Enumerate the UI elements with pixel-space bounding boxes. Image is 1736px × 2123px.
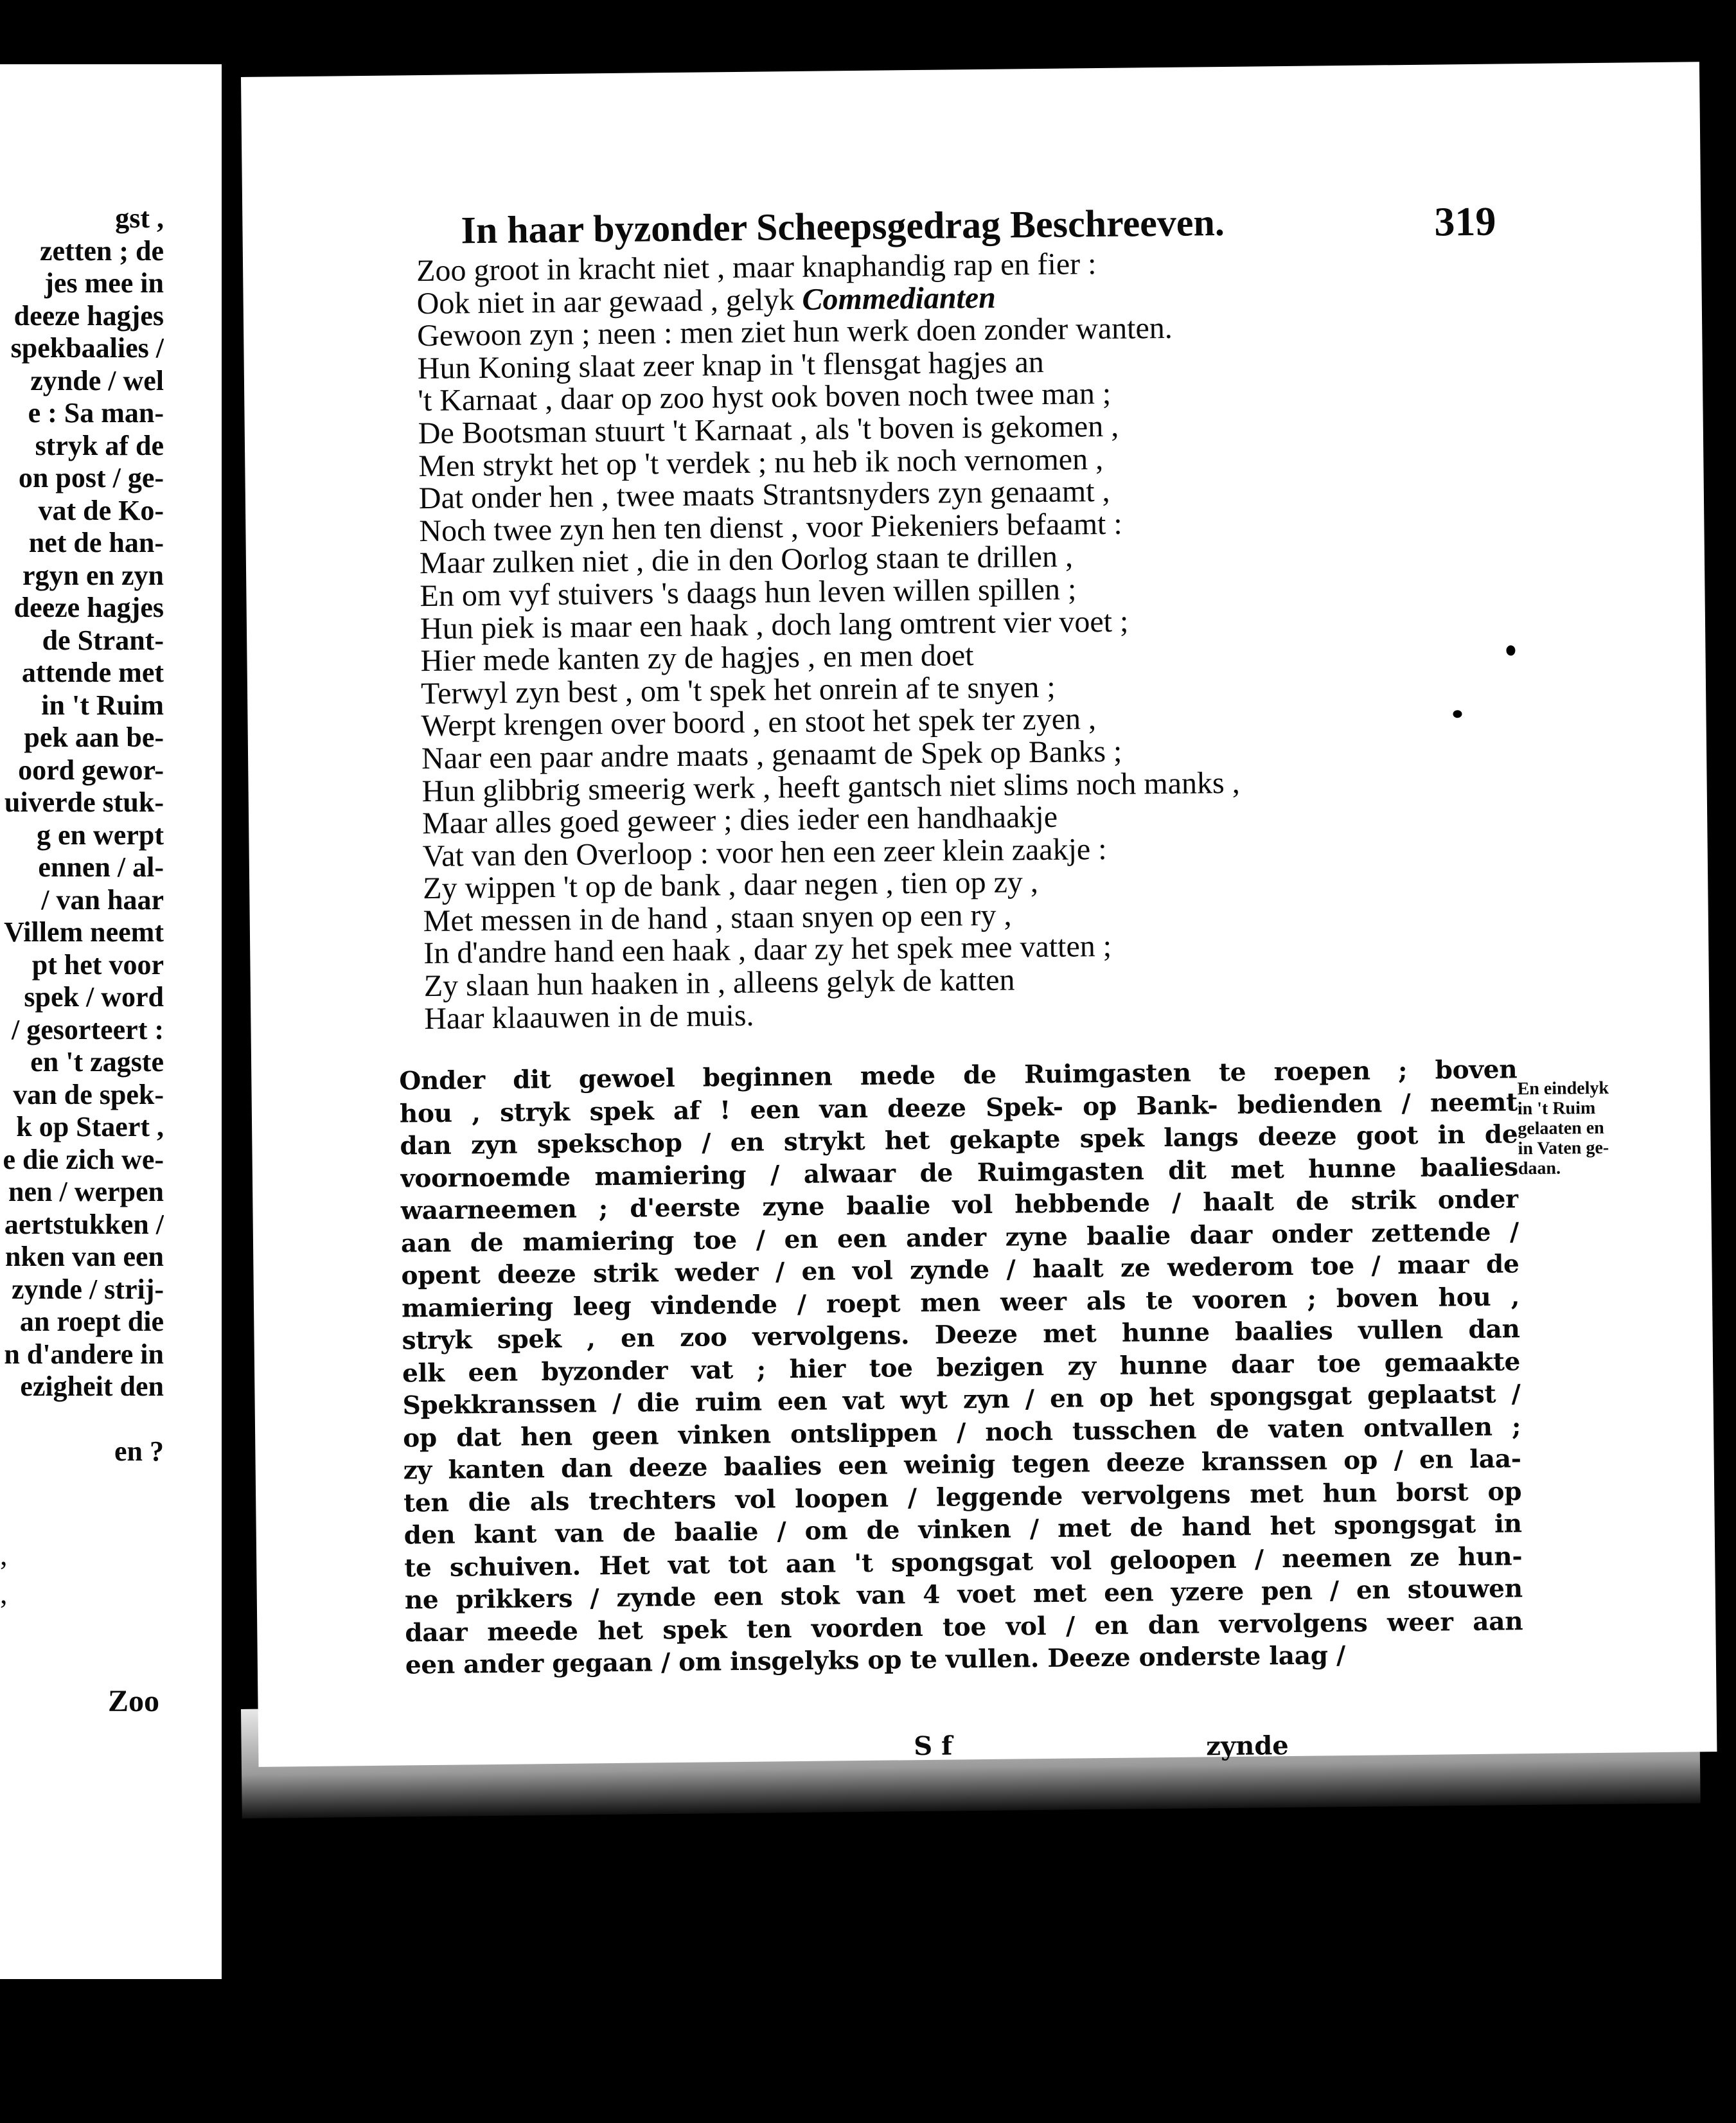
- previous-page-line: zynde / strij-: [11, 1273, 164, 1305]
- previous-page-line: attende met: [21, 657, 164, 688]
- previous-page-line: uiverde stuk-: [4, 786, 164, 818]
- previous-page-line: net de han-: [28, 527, 164, 558]
- prose-line: ne prikkers / zynde een stok van 4 voet met een yzere pen / en stouwen: [404, 1574, 1523, 1615]
- previous-page-line: ezigheit den: [20, 1371, 164, 1402]
- previous-page-line: an roept die: [19, 1306, 164, 1337]
- previous-page-line: / van haar: [41, 884, 164, 916]
- previous-page-line: nken van een: [5, 1241, 164, 1272]
- catchword: zynde: [1206, 1730, 1289, 1762]
- marginal-note-line: gelaaten en: [1518, 1117, 1604, 1139]
- verse-line: En om vyf stuivers 's daags hun leven willen spillen ;: [420, 572, 1077, 614]
- previous-page-line: de Strant-: [42, 624, 164, 656]
- prose-line: Spekkranssen / die ruim een vat wyt zyn / en op het spongsgat geplaatst /: [402, 1379, 1521, 1421]
- prose-line: voornoemde mamiering / alwaar de Ruimgasten dit met hunne baalies: [400, 1151, 1519, 1193]
- marginal-note-line: in 't Ruim: [1517, 1098, 1596, 1119]
- previous-page-line: / gesorteert :: [12, 1013, 164, 1045]
- verse-line: Zoo groot in kracht niet , maar knaphandig rap en fier :: [416, 247, 1097, 289]
- previous-page-line: stryk af de: [35, 429, 164, 461]
- previous-page-line: aertstukken /: [4, 1208, 164, 1240]
- prose-paragraph: [399, 1053, 1523, 1682]
- prose-line: mamiering leeg vindende / roept men weer als te vooren ; boven hou ,: [401, 1281, 1520, 1323]
- previous-page-line: spek / word: [24, 981, 164, 1013]
- prose-line: aan de mamiering toe / en een ander zyne baalie daar onder zettende /: [400, 1216, 1519, 1258]
- verse-line: 't Karnaat , daar op zoo hyst ook boven noch twee man ;: [418, 377, 1112, 418]
- verse-line: Men strykt het op 't verdek ; nu heb ik noch vernomen ,: [418, 441, 1104, 483]
- previous-page-line: [0, 1403, 164, 1436]
- signature-mark: S f: [914, 1730, 953, 1762]
- prose-line: te schuiven. Het vat tot aan 't spongsgat vol geloopen / neemen ze hun-: [404, 1541, 1523, 1583]
- previous-page-line: e die zich we-: [3, 1143, 164, 1175]
- verse-line: Zy slaan hun haaken in , alleens gelyk de katten: [423, 963, 1015, 1004]
- prose-line: waarneemen ; d'eerste zyne baalie vol hebbende / haalt de strik onder: [400, 1184, 1519, 1226]
- previous-page-line: pt het voor: [31, 948, 164, 981]
- previous-page-line: nen / werpen: [8, 1176, 164, 1207]
- prose-line: Onder dit gewoel beginnen mede de Ruimgasten te roepen ; boven: [399, 1054, 1518, 1096]
- page-number: 319: [1434, 198, 1496, 245]
- previous-page-line: pek aan be-: [24, 722, 164, 753]
- previous-page-line: van de spek-: [13, 1078, 164, 1110]
- prose-line: stryk spek , en zoo vervolgens. Deeze met hunne baalies vullen dan: [402, 1314, 1520, 1356]
- verse-line: In d'andre hand een haak , daar zy het spek mee vatten ;: [423, 929, 1112, 971]
- previous-page-fragment: [0, 64, 226, 1979]
- previous-page-line: e : Sa man-: [28, 397, 164, 429]
- previous-page-line: in 't Ruim: [41, 689, 164, 721]
- verse-line: Zy wippen 't op de bank , daar negen , tien op zy ,: [422, 865, 1039, 906]
- verse-line: Met messen in de hand , staan snyen op een ry ,: [423, 898, 1012, 938]
- previous-page-line: gst ,: [115, 202, 164, 234]
- previous-page-verse-tail: [0, 1536, 154, 1613]
- previous-page-line: g en werpt: [37, 819, 164, 851]
- previous-page-line: k op Staert ,: [16, 1111, 164, 1142]
- verse-line: Maar zulken niet , die in den Oorlog staan te drillen ,: [419, 539, 1074, 581]
- running-head: [461, 197, 1566, 253]
- previous-page-verse-line: ,: [0, 1577, 8, 1610]
- verse-line: Noch twee zyn hen ten dienst , voor Piekeniers befaamt :: [419, 506, 1122, 548]
- verse-line: Maar alles goed geweer ; dies ieder een handhaakje: [421, 799, 1058, 841]
- previous-page-text: [0, 202, 164, 1468]
- verse-line: Hun piek is maar een haak , doch lang omtrent vier voet ;: [420, 604, 1129, 646]
- prose-line: ten die als trechters vol loopen / leggende vervolgens met hun borst op: [403, 1476, 1522, 1518]
- marginal-note-line: in Vaten ge-: [1518, 1137, 1609, 1159]
- previous-page-verse-line: ,: [0, 1538, 8, 1571]
- verse-block: [416, 245, 1324, 1035]
- previous-page-line: en 't zagste: [30, 1046, 164, 1078]
- previous-page-line: deeze hagjes: [13, 592, 164, 623]
- previous-page-line: deeze hagjes: [13, 299, 164, 332]
- prose-line: zy kanten dan deeze baalies een weinig tegen deeze kranssen op / en laa-: [403, 1444, 1521, 1486]
- previous-page-line: oord gewor-: [18, 754, 164, 786]
- previous-page-catchword: Zoo: [108, 1684, 160, 1718]
- prose-line: een ander gegaan / om insgelyks op te vullen. Deeze onderste laag /: [405, 1640, 1346, 1680]
- prose-line: daar meede het spek ten voorden toe vol / en dan vervolgens weer aan: [405, 1606, 1523, 1648]
- previous-page-line: Villem neemt: [4, 916, 164, 948]
- marginal-note: [1517, 1078, 1666, 1178]
- prose-line: dan zyn spekschop / en strykt het gekapte spek langs deeze goot in de: [400, 1119, 1518, 1161]
- verse-line: Dat onder hen , twee maats Strantsnyders zyn genaamt ,: [418, 474, 1110, 516]
- previous-page-line: spekbaalies /: [10, 332, 164, 364]
- verse-line: Hun glibbrig smeerig werk , heeft gantsch niet slims noch manks ,: [421, 765, 1240, 808]
- previous-page-line: jes mee in: [44, 267, 164, 299]
- prose-line: den kant van de baalie / om de vinken / met de hand het spongsgat in: [403, 1509, 1522, 1550]
- marginal-note-line: daan.: [1518, 1158, 1561, 1179]
- verse-line: Haar klaauwen in de muis.: [424, 998, 754, 1036]
- marginal-note-line: En eindelyk: [1517, 1078, 1609, 1099]
- prose-line: op dat hen geen vinken ontslippen / noch tusschen de vaten ontvallen ;: [402, 1411, 1521, 1453]
- verse-line: Terwyl zyn best , om 't spek het onrein af te snyen ;: [420, 670, 1056, 711]
- previous-page-line: ennen / al-: [38, 851, 164, 883]
- previous-page-line: zynde / wel: [30, 364, 164, 396]
- verse-line: Werpt krengen over boord , en stoot het spek ter zyen ,: [421, 702, 1097, 743]
- previous-page-line: zetten ; de: [39, 235, 164, 267]
- previous-page-line: en ?: [114, 1435, 164, 1467]
- previous-page-line: n d'andere in: [4, 1338, 164, 1370]
- previous-page-line: vat de Ko-: [38, 494, 164, 526]
- prose-line: elk een byzonder vat ; hier toe bezigen zy hunne daar toe gemaakte: [402, 1346, 1521, 1388]
- verse-line: De Bootsman stuurt 't Karnaat , als 't boven is gekomen ,: [418, 409, 1119, 451]
- ink-speck: [1453, 710, 1462, 718]
- verse-line: Hier mede kanten zy de hagjes , en men doet: [420, 638, 974, 679]
- verse-line: Vat van den Overloop : voor hen een zeer klein zaakje :: [422, 831, 1107, 873]
- running-head-title: In haar byzonder Scheepsgedrag Beschreeven.: [461, 200, 1225, 252]
- verse-line: Hun Koning slaat zeer knap in 't flensgat hagjes an: [417, 344, 1045, 386]
- prose-line: hou , stryk spek af ! een van deeze Spek- op Bank- bedienden / neemt: [399, 1087, 1518, 1129]
- verse-line: Ook niet in aar gewaad , gelyk Commedianten: [416, 280, 996, 321]
- verse-line: Gewoon zyn ; neen : men ziet hun werk doen zonder wanten.: [416, 311, 1173, 353]
- book-page: [241, 62, 1717, 1767]
- verse-line: Naar een paar andre maats , genaamt de Spek op Banks ;: [421, 734, 1122, 776]
- book-gutter: [222, 61, 241, 1982]
- italic-word: Commedianten: [802, 280, 996, 317]
- previous-page-line: on post / ge-: [18, 462, 164, 493]
- ink-speck: [1506, 645, 1515, 655]
- previous-page-line: rgyn en zyn: [22, 559, 164, 591]
- prose-line: opent deeze strik weder / en vol zynde / haalt ze wederom toe / maar de: [401, 1249, 1519, 1291]
